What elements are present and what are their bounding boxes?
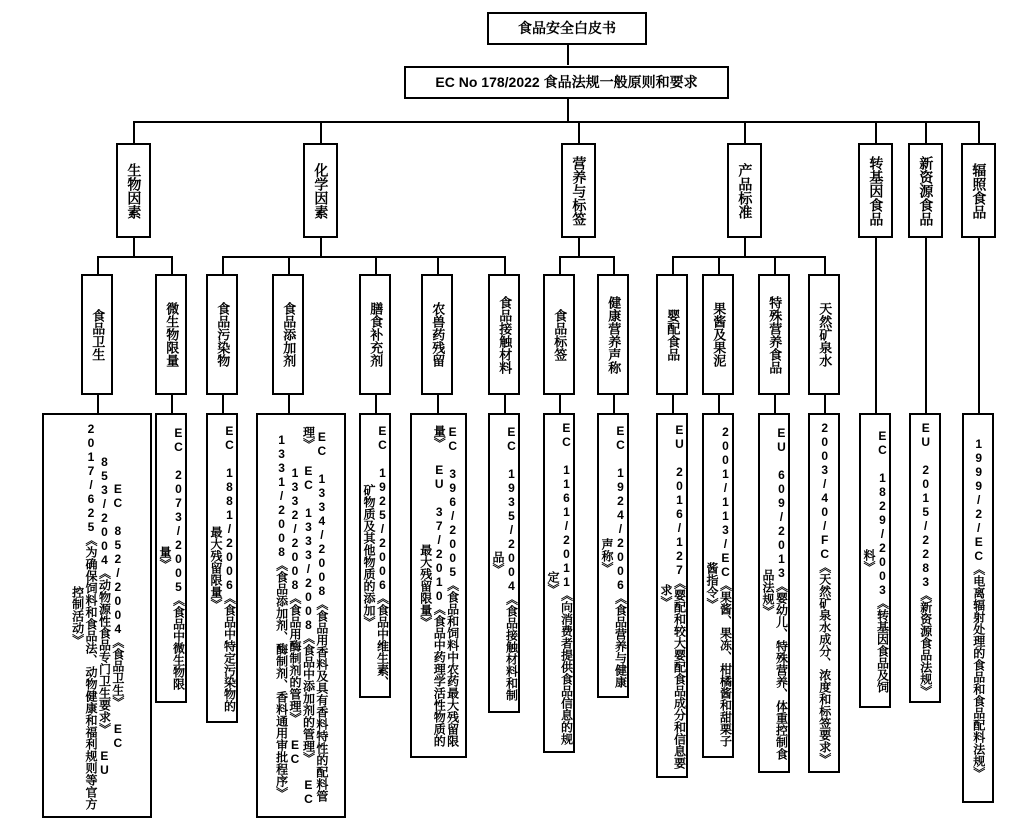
connector-level2-stem: [567, 99, 569, 121]
node-sub-health-nutrition-claims[interactable]: [597, 274, 629, 395]
connector-sub3-leaf: [222, 395, 224, 413]
leaf-special-nutrition-regulation-label: EU 609/2013《婴幼儿、特殊营养、体重控制食品法规》: [761, 426, 789, 760]
node-sub-food-hygiene-label: 食品卫生: [90, 308, 106, 361]
connector-drop-sub-1: [97, 256, 99, 274]
leaf-gmo-food-feed-regulation-label: EC 1829/2003《转基因食品及饲料》: [862, 428, 890, 693]
connector-drop-sub-2: [171, 256, 173, 274]
node-sub-infant-formula-label: 婴配食品: [665, 308, 681, 361]
node-sub-health-nutrition-claims-label: 健康营养声称: [606, 295, 622, 374]
leaf-gmo-food-feed-regulation[interactable]: [859, 413, 891, 708]
leaf-microbial-limits-regulation-label: EC 2073/2005《食品中微生物限量》: [158, 426, 186, 690]
connector-drop-sub-7: [504, 256, 506, 274]
connector-drop-sub-5: [375, 256, 377, 274]
connector-cat3-stem: [578, 238, 580, 256]
node-sub-additives-label: 食品添加剂: [281, 302, 297, 367]
node-category-irradiated-food-label: 辐照食品: [971, 162, 988, 219]
node-category-gmo-food-label: 转基因食品: [868, 155, 885, 226]
connector-cat4-bus: [672, 256, 824, 258]
connector-sub10-leaf: [672, 395, 674, 413]
node-sub-food-labeling-label: 食品标签: [552, 308, 568, 361]
connector-drop-cat-6: [925, 121, 927, 143]
node-category-biological[interactable]: [116, 143, 151, 238]
connector-cat1-stem: [133, 238, 135, 256]
connector-drop-sub-12: [774, 256, 776, 274]
connector-drop-cat-2: [320, 121, 322, 143]
connector-drop-cat-4: [744, 121, 746, 143]
leaf-irradiated-food-directive-label: 1999/2/EC《电离辐射处理的食品和食品配料法规》: [971, 437, 986, 779]
connector-drop-cat-7: [978, 121, 980, 143]
node-root[interactable]: [487, 12, 647, 45]
leaf-novel-food-regulation-label: EU 2015/2283《新资源食品法规》: [918, 421, 933, 697]
leaf-food-information-regulation-label: EC 1161/2011《向消费者提供食品信息的规定》: [546, 421, 574, 745]
leaf-food-hygiene-regulations[interactable]: [42, 413, 152, 818]
leaf-residue-limits-regulations-label: EC 396/2005《食品和饲料中农药最大残留限量》 EU 37/2010《食品中药理学活性物质的最大残留限量》: [418, 424, 460, 747]
node-category-novel-food-label: 新资源食品: [918, 155, 935, 226]
leaf-contaminants-regulation[interactable]: [206, 413, 238, 723]
node-sub-food-contact-materials-label: 食品接触材料: [497, 295, 513, 374]
connector-sub5-leaf: [375, 395, 377, 413]
leaf-jams-directive[interactable]: [702, 413, 734, 758]
node-category-product-standards[interactable]: [727, 143, 762, 238]
node-category-gmo-food[interactable]: [858, 143, 893, 238]
connector-sub13-leaf: [824, 395, 826, 413]
leaf-infant-formula-regulation-label: EU 2016/127《婴配和较大婴配食品成分和信息要求》: [659, 422, 687, 769]
leaf-additives-regulations-label: EC 1334/2008《食品用香料及具有香料特性的配料管理》 EC 1333/2008《食品中添加剂的管理》 EC 1332/2008《食品用酶制剂的管理》 EC 1331/2008《食品添加剂、酶制剂、香料通用审批程序》: [274, 425, 329, 806]
node-category-product-standards-label: 产品标准: [737, 162, 754, 219]
leaf-natural-mineral-water-directive[interactable]: [808, 413, 840, 773]
connector-cat3-bus: [559, 256, 615, 258]
connector-sub2-leaf: [171, 395, 173, 413]
node-sub-pesticide-veterinary-residues-label: 农兽药残留: [430, 302, 446, 367]
connector-cat1-bus: [97, 256, 173, 258]
node-sub-natural-mineral-water[interactable]: [808, 274, 840, 395]
node-category-biological-label: 生物因素: [126, 162, 143, 219]
node-sub-contaminants-label: 食品污染物: [215, 302, 231, 367]
node-level2[interactable]: [404, 66, 729, 99]
connector-cat7-leaf: [978, 238, 980, 413]
node-sub-special-nutrition-food[interactable]: [758, 274, 790, 395]
node-category-nutrition-labeling[interactable]: [561, 143, 596, 238]
node-sub-dietary-supplements[interactable]: [359, 274, 391, 395]
connector-drop-sub-9: [613, 256, 615, 274]
node-sub-pesticide-veterinary-residues[interactable]: [421, 274, 453, 395]
connector-drop-cat-3: [578, 121, 580, 143]
connector-cat4-stem: [744, 238, 746, 256]
node-root-label: 食品安全白皮书: [518, 19, 616, 36]
node-sub-food-labeling[interactable]: [543, 274, 575, 395]
node-category-chemical-label: 化学因素: [313, 162, 330, 219]
node-sub-jams-purees[interactable]: [702, 274, 734, 395]
leaf-additives-regulations[interactable]: [256, 413, 346, 818]
connector-sub9-leaf: [613, 395, 615, 413]
node-category-chemical[interactable]: [303, 143, 338, 238]
connector-sub8-leaf: [559, 395, 561, 413]
node-level2-label: EC No 178/2022 食品法规一般原则和要求: [435, 73, 698, 90]
connector-drop-sub-10: [672, 256, 674, 274]
connector-category-bus: [133, 121, 978, 123]
node-sub-dietary-supplements-label: 膳食补充剂: [368, 302, 384, 367]
leaf-nutrition-health-claims-regulation[interactable]: [597, 413, 629, 698]
connector-root-to-level2: [567, 45, 569, 65]
connector-drop-sub-4: [288, 256, 290, 274]
connector-drop-sub-11: [718, 256, 720, 274]
leaf-infant-formula-regulation[interactable]: [656, 413, 688, 778]
leaf-food-information-regulation[interactable]: [543, 413, 575, 753]
connector-drop-cat-5: [875, 121, 877, 143]
connector-drop-sub-6: [437, 256, 439, 274]
node-category-nutrition-labeling-label: 营养与标签: [571, 155, 588, 226]
node-sub-food-hygiene[interactable]: [81, 274, 113, 395]
node-sub-jams-purees-label: 果酱及果泥: [711, 302, 727, 367]
connector-drop-sub-8: [559, 256, 561, 274]
leaf-novel-food-regulation[interactable]: [909, 413, 941, 703]
node-sub-special-nutrition-food-label: 特殊营养食品: [767, 295, 783, 374]
connector-sub6-leaf: [437, 395, 439, 413]
connector-sub1-leaf: [97, 395, 99, 413]
node-sub-natural-mineral-water-label: 天然矿泉水: [817, 302, 833, 367]
node-sub-food-contact-materials[interactable]: [488, 274, 520, 395]
connector-drop-sub-13: [824, 256, 826, 274]
node-category-irradiated-food[interactable]: [961, 143, 996, 238]
connector-drop-cat-1: [133, 121, 135, 143]
connector-cat5-leaf: [875, 238, 877, 413]
connector-drop-sub-3: [222, 256, 224, 274]
connector-cat2-bus: [222, 256, 504, 258]
node-sub-additives[interactable]: [272, 274, 304, 395]
connector-cat2-stem: [320, 238, 322, 256]
connector-sub4-leaf: [288, 395, 290, 413]
leaf-food-contact-materials-regulation[interactable]: [488, 413, 520, 713]
connector-sub12-leaf: [774, 395, 776, 413]
node-category-novel-food[interactable]: [908, 143, 943, 238]
leaf-food-contact-materials-regulation-label: EC 1935/2004《食品接触材料和制品》: [491, 425, 519, 701]
leaf-nutrition-health-claims-regulation-label: EC 1924/2006《食品营养与健康声称》: [600, 423, 628, 688]
leaf-natural-mineral-water-directive-label: 2003/40/FC《天然矿泉水成分、浓度和标签要求》: [817, 421, 832, 765]
node-sub-microbial-limits[interactable]: [155, 274, 187, 395]
leaf-contaminants-regulation-label: EC 1881/2006《食品中特定污染物的最大残留限量》: [209, 424, 237, 712]
leaf-jams-directive-label: 2001/113/EC《果酱、果冻、柑橘酱和甜栗子酱指令》: [705, 424, 733, 747]
leaf-food-hygiene-regulations-label: EC 852/2004《食品卫生》 EC 853/2004《动物源性食品专门卫生要求》 EU 2017/625《为确保饲料和食品法、动物健康和福利规则等官方控制活动》: [70, 421, 125, 810]
leaf-irradiated-food-directive[interactable]: [962, 413, 994, 803]
leaf-microbial-limits-regulation[interactable]: [155, 413, 187, 703]
node-sub-microbial-limits-label: 微生物限量: [164, 302, 180, 367]
leaf-vitamins-minerals-regulation[interactable]: [359, 413, 391, 698]
leaf-residue-limits-regulations[interactable]: [410, 413, 467, 758]
leaf-special-nutrition-regulation[interactable]: [758, 413, 790, 773]
leaf-vitamins-minerals-regulation-label: EC 1925/2006《食品中维生素、矿物质及其他物质的添加》: [362, 423, 390, 688]
node-sub-infant-formula[interactable]: [656, 274, 688, 395]
node-sub-contaminants[interactable]: [206, 274, 238, 395]
connector-sub11-leaf: [718, 395, 720, 413]
connector-sub7-leaf: [504, 395, 506, 413]
connector-cat6-leaf: [925, 238, 927, 413]
